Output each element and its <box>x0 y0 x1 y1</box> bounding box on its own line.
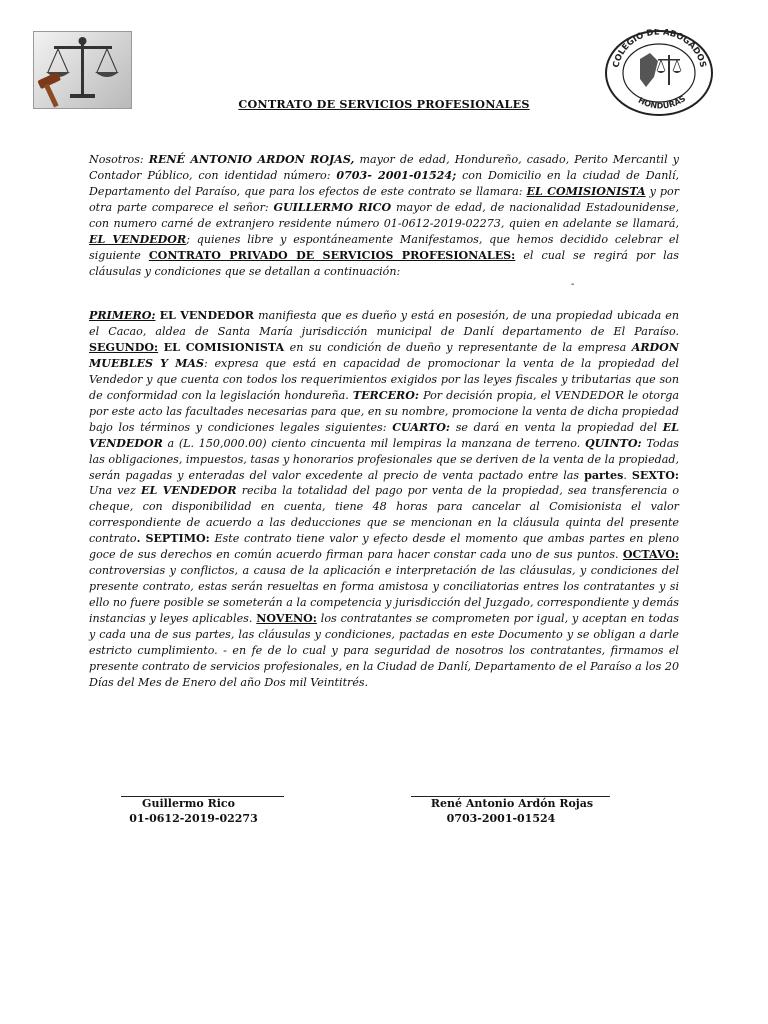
clause-tercero: TERCERO: <box>352 388 420 402</box>
clause-sexto: SEXTO: <box>631 468 679 482</box>
clause-primero: PRIMERO: <box>89 309 156 322</box>
document-title: CONTRATO DE SERVICIOS PROFESIONALES <box>238 97 530 111</box>
party-name-comisionista: RENÉ ANTONIO ARDON ROJAS, <box>148 153 355 166</box>
clause-segundo: SEGUNDO: <box>89 340 159 354</box>
clauses-paragraph: PRIMERO: EL VENDEDOR manifiesta que es dueño y está en posesión, de una propiedad ubicada en el Cacao, aldea de Santa María jurisdicción municipal de Danlí departamento de El Paraíso. SEGUNDO: EL COMISIONISTA en su condición de dueño y representante de la empresa ARDON MUEBLES Y MAS: expresa que está en capacidad de promocionar la venta de la propiedad del Vendedor y que cuenta con todos los requerimientos exigidos por las leyes fiscales y tributarias que son de conformidad con la legislación hondureña. TERCERO: Por decisión propia, el VENDEDOR le otorga por este acto las facultades necesarias para que, en su nombre, promocione la venta de dicha propiedad bajo los términos y condiciones legales siguientes: CUARTO: se dará en venta la propiedad del EL VENDEDOR a (L. 150,000.00) ciento cincuenta mil lempiras la manzana de terreno. QUINTO: Todas las obligaciones, impuestos, tasas y honorarios profesionales que se deriven de la venta de la propiedad, serán pagadas y enteradas del valor excedente al precio de venta pactado entre las partes. SEXTO: Una vez EL VENDEDOR reciba la totalidad del pago por venta de la propiedad, sea transferencia o cheque, con disponibilidad en cuenta, tiene 48 horas para cancelar al Comisionista el valor correspondiente de acuerdo a las deducciones que se mencionan en la cláusula quinta del presente contrato. SEPTIMO: Este contrato tiene valor y efecto desde el momento que ambas partes en pleno goce de sus derechos en común acuerdo firman para hacer constar cada uno de sus puntos. OCTAVO: controversias y conflictos, a causa de la aplicación e interpretación de las cláusulas, y condiciones del presente contrato, estas serán resueltas en forma amistosa y conciliatorias entres los contratantes y si ello no fuere posible se someterán a la competencia y jurisdicción del Juzgado, correspondiente y demás instancias y leyes aplicables. NOVENO: los contratantes se comprometen por igual, y aceptan en todas y cada una de sus partes, las cláusulas y condiciones, pactadas en este Documento y se obligan a darle estricto cumplimiento. - en fe de lo cual y para seguridad de nosotros los contratantes, firmamos el presente contrato de servicios profesionales, en la Ciudad de Danlí, Departamento de el Paraíso a los 20 Días del Mes de Enero del año Dos mil Veintitrés. <box>89 309 680 689</box>
label-el-vendedor: EL VENDEDOR <box>89 232 187 246</box>
clause-cuarto: CUARTO: <box>392 420 450 434</box>
clause-quinto: QUINTO: <box>584 436 642 450</box>
signatory-id-right: 0703-2001-01524 <box>446 812 556 825</box>
clause-noveno: NOVENO: <box>256 612 317 626</box>
signatory-name-left: Guillermo Rico <box>142 797 235 810</box>
signatory-name-right: René Antonio Ardón Rojas <box>430 797 594 810</box>
company-name: ARDON MUEBLES Y MAS <box>89 340 679 370</box>
label-el-comisionista: EL COMISIONISTA <box>526 184 646 198</box>
intro-paragraph: Nosotros: RENÉ ANTONIO ARDON ROJAS, mayor de edad, Hondureño, casado, Perito Mercantil y Contador Público, con identidad número: 0703- 2001-01524; con Domicilio en la ciudad de Danlí, Departamento del Paraíso, que para los efectos de este contrato se llamara: EL COMISIONISTA y por otra parte comparece el señor: GUILLERMO RICO mayor de edad, de nacionalidad Estadounidense, con numero carné de extranjero residente número 01-0612-2019-02273, quien en adelante se llamará, EL VENDEDOR; quienes libre y espontáneamente Manifestamos, que hemos decidido celebrar el siguiente CONTRATO PRIVADO DE SERVICIOS PROFESIONALES: el cual se regirá por las cláusulas y condiciones que se detallan a continuación: <box>89 153 680 278</box>
clause-octavo: OCTAVO: <box>622 548 679 562</box>
seal-top-text: COLEGIO DE ABOGADOS <box>611 29 708 69</box>
stray-dash: - <box>571 279 575 290</box>
party-name-vendedor: GUILLERMO RICO <box>273 200 392 214</box>
identity-number: 0703- 2001-01524; <box>336 168 457 182</box>
signatory-id-left: 01-0612-2019-02273 <box>129 812 258 825</box>
clause-septimo: SEPTIMO: <box>145 532 210 546</box>
contract-type-label: CONTRATO PRIVADO DE SERVICIOS PROFESIONALES: <box>148 248 516 262</box>
seal-bottom-text: HONDURAS <box>636 93 688 111</box>
